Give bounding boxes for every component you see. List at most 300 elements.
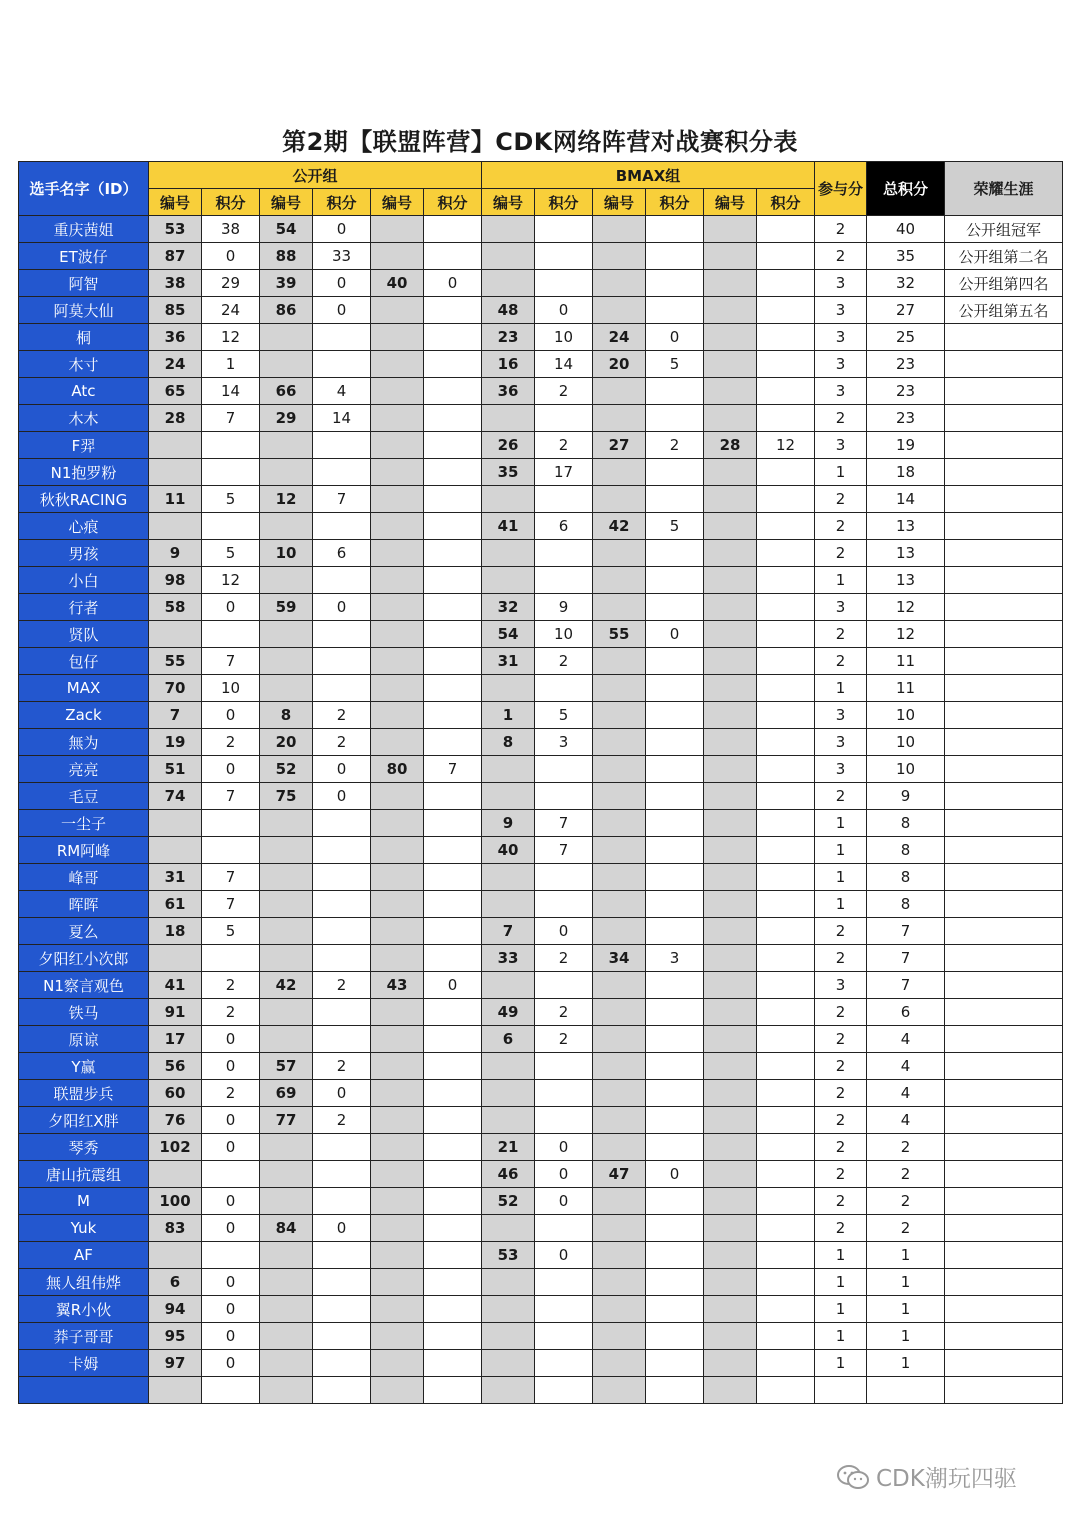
total-cell: 7 [867,972,945,999]
open-points-cell: 0 [202,1215,260,1242]
honor-cell [945,1269,1063,1296]
player-name: 包仔 [19,648,149,675]
open-points-cell: 0 [424,972,482,999]
open-number-cell: 77 [260,1107,313,1134]
bmax-number-cell: 27 [593,432,646,459]
total-cell: 8 [867,864,945,891]
bmax-number-cell: 33 [482,945,535,972]
honor-cell [945,1080,1063,1107]
open-points-cell [424,864,482,891]
table-row [19,1350,1063,1377]
bmax-points-cell [757,1053,815,1080]
bmax-points-cell [535,1053,593,1080]
bmax-points-cell [646,1296,704,1323]
bmax-number-cell [704,324,757,351]
bmax-points-cell: 6 [535,513,593,540]
bmax-number-cell [704,1242,757,1269]
open-points-cell: 2 [313,729,371,756]
participation-cell: 1 [815,1323,867,1350]
bmax-points-cell: 10 [535,324,593,351]
bmax-points-cell: 0 [535,1242,593,1269]
header-total: 总积分 [867,162,945,216]
open-points-cell [424,594,482,621]
player-name: N1抱罗粉 [19,459,149,486]
header-number: 编号 [149,189,202,216]
bmax-number-cell [482,1107,535,1134]
bmax-number-cell [482,972,535,999]
open-number-cell [371,297,424,324]
open-number-cell [371,621,424,648]
honor-cell [945,945,1063,972]
honor-cell [945,1107,1063,1134]
player-name: 心痕 [19,513,149,540]
open-points-cell: 2 [313,702,371,729]
open-number-cell [371,594,424,621]
player-name: 木寸 [19,351,149,378]
bmax-number-cell: 40 [482,837,535,864]
bmax-number-cell [482,486,535,513]
total-cell: 1 [867,1269,945,1296]
table-row [19,243,1063,270]
participation-cell: 2 [815,1188,867,1215]
open-number-cell: 29 [260,405,313,432]
open-points-cell [313,1242,371,1269]
bmax-number-cell [704,513,757,540]
bmax-number-cell [593,1242,646,1269]
total-cell: 12 [867,594,945,621]
open-points-cell: 0 [202,1107,260,1134]
table-row [19,378,1063,405]
player-name: M [19,1188,149,1215]
header-number: 编号 [371,189,424,216]
open-number-cell: 31 [149,864,202,891]
bmax-points-cell [535,1215,593,1242]
participation-cell: 1 [815,459,867,486]
bmax-points-cell [535,1269,593,1296]
honor-cell [945,918,1063,945]
bmax-points-cell [757,1107,815,1134]
open-points-cell: 10 [202,675,260,702]
bmax-number-cell [704,945,757,972]
bmax-number-cell [704,1107,757,1134]
bmax-points-cell [646,1080,704,1107]
total-cell: 1 [867,1323,945,1350]
header-points: 积分 [424,189,482,216]
honor-cell [945,999,1063,1026]
bmax-points-cell [757,486,815,513]
player-name: 原谅 [19,1026,149,1053]
open-number-cell: 65 [149,378,202,405]
table-row [19,675,1063,702]
participation-cell: 3 [815,324,867,351]
bmax-number-cell [593,1323,646,1350]
total-cell: 18 [867,459,945,486]
participation-cell: 3 [815,378,867,405]
honor-cell [945,459,1063,486]
open-points-cell [313,891,371,918]
header-number: 编号 [260,189,313,216]
player-name: 秋秋RACING [19,486,149,513]
bmax-points-cell [535,1323,593,1350]
bmax-points-cell [646,756,704,783]
open-points-cell [424,1053,482,1080]
honor-cell [945,756,1063,783]
open-points-cell: 0 [202,1323,260,1350]
table-row [19,729,1063,756]
participation-cell: 3 [815,351,867,378]
open-number-cell [260,351,313,378]
open-points-cell [424,837,482,864]
open-points-cell [424,1161,482,1188]
open-number-cell [260,837,313,864]
bmax-points-cell [757,567,815,594]
bmax-number-cell [593,837,646,864]
bmax-points-cell [535,972,593,999]
bmax-number-cell [482,756,535,783]
open-points-cell: 0 [313,1080,371,1107]
bmax-number-cell [482,864,535,891]
open-number-cell [260,513,313,540]
open-points-cell: 0 [202,594,260,621]
bmax-number-cell [704,378,757,405]
bmax-points-cell [757,621,815,648]
bmax-number-cell [704,243,757,270]
bmax-number-cell [704,1026,757,1053]
open-points-cell: 7 [202,864,260,891]
open-points-cell: 0 [202,1188,260,1215]
open-points-cell: 0 [313,594,371,621]
honor-cell [945,729,1063,756]
participation-cell: 2 [815,513,867,540]
table-row [19,1269,1063,1296]
open-points-cell [424,1377,482,1404]
player-name: 無为 [19,729,149,756]
bmax-points-cell [757,756,815,783]
open-points-cell [313,1269,371,1296]
player-name: 阿智 [19,270,149,297]
open-number-cell: 59 [260,594,313,621]
bmax-points-cell [646,567,704,594]
bmax-points-cell [646,1026,704,1053]
bmax-number-cell [482,675,535,702]
bmax-points-cell [646,999,704,1026]
bmax-points-cell [646,405,704,432]
table-row [19,351,1063,378]
total-cell: 4 [867,1053,945,1080]
open-points-cell: 2 [313,1107,371,1134]
bmax-points-cell [757,243,815,270]
table-row [19,216,1063,243]
bmax-points-cell [757,837,815,864]
bmax-number-cell [704,1215,757,1242]
open-points-cell [202,945,260,972]
bmax-points-cell [757,648,815,675]
header-open-group: 公开组 [149,162,482,189]
open-number-cell [149,432,202,459]
bmax-number-cell: 35 [482,459,535,486]
open-points-cell [313,1026,371,1053]
honor-cell: 公开组冠军 [945,216,1063,243]
table-row [19,1107,1063,1134]
open-number-cell [149,1161,202,1188]
honor-cell [945,1296,1063,1323]
open-points-cell: 0 [313,216,371,243]
bmax-number-cell: 28 [704,432,757,459]
open-number-cell: 75 [260,783,313,810]
open-points-cell: 2 [202,729,260,756]
bmax-number-cell [593,918,646,945]
open-points-cell [313,1296,371,1323]
open-number-cell [371,486,424,513]
open-points-cell: 0 [313,297,371,324]
open-points-cell [424,1296,482,1323]
bmax-points-cell [757,1242,815,1269]
player-name: 唐山抗震组 [19,1161,149,1188]
player-name: F羿 [19,432,149,459]
open-number-cell [260,1188,313,1215]
open-number-cell: 18 [149,918,202,945]
bmax-points-cell [757,918,815,945]
bmax-points-cell [757,1026,815,1053]
bmax-points-cell [646,783,704,810]
bmax-points-cell [757,459,815,486]
open-points-cell [202,432,260,459]
bmax-number-cell [593,783,646,810]
participation-cell: 3 [815,702,867,729]
total-cell: 13 [867,513,945,540]
open-number-cell: 94 [149,1296,202,1323]
bmax-number-cell [704,405,757,432]
table-row [19,702,1063,729]
open-points-cell: 5 [202,486,260,513]
bmax-points-cell: 12 [757,432,815,459]
open-points-cell: 0 [202,1269,260,1296]
open-number-cell [260,1296,313,1323]
header-points: 积分 [313,189,371,216]
open-number-cell [371,1296,424,1323]
total-cell: 10 [867,756,945,783]
player-name: Zack [19,702,149,729]
bmax-number-cell [704,1188,757,1215]
table-row [19,783,1063,810]
table-row [19,459,1063,486]
open-points-cell [313,675,371,702]
bmax-points-cell [646,1377,704,1404]
bmax-number-cell: 1 [482,702,535,729]
bmax-points-cell [757,1134,815,1161]
open-number-cell [371,324,424,351]
bmax-points-cell [646,378,704,405]
table-row [19,918,1063,945]
open-points-cell: 0 [313,783,371,810]
bmax-points-cell [757,1080,815,1107]
bmax-points-cell: 0 [535,1161,593,1188]
open-points-cell [424,729,482,756]
honor-cell [945,783,1063,810]
participation-cell: 2 [815,1215,867,1242]
open-number-cell: 43 [371,972,424,999]
header-points: 积分 [646,189,704,216]
bmax-number-cell: 54 [482,621,535,648]
participation-cell: 1 [815,1269,867,1296]
bmax-points-cell: 5 [646,351,704,378]
bmax-points-cell [646,918,704,945]
honor-cell [945,675,1063,702]
table-row [19,810,1063,837]
open-number-cell: 39 [260,270,313,297]
wechat-icon [836,1464,870,1490]
table-row [19,1080,1063,1107]
bmax-points-cell: 5 [646,513,704,540]
open-number-cell: 60 [149,1080,202,1107]
bmax-number-cell [704,216,757,243]
participation-cell: 3 [815,594,867,621]
open-points-cell [424,297,482,324]
header-number: 编号 [593,189,646,216]
open-points-cell: 2 [202,972,260,999]
open-number-cell: 66 [260,378,313,405]
bmax-points-cell [757,864,815,891]
open-points-cell [424,783,482,810]
open-number-cell: 41 [149,972,202,999]
open-points-cell: 7 [202,783,260,810]
open-number-cell: 8 [260,702,313,729]
player-name: 小白 [19,567,149,594]
open-points-cell [424,1026,482,1053]
bmax-number-cell [482,405,535,432]
player-name: 铁马 [19,999,149,1026]
player-name: 联盟步兵 [19,1080,149,1107]
honor-cell [945,1377,1063,1404]
open-number-cell: 54 [260,216,313,243]
open-points-cell: 5 [202,918,260,945]
bmax-points-cell [646,594,704,621]
total-cell: 9 [867,783,945,810]
open-points-cell: 0 [313,270,371,297]
open-number-cell: 95 [149,1323,202,1350]
bmax-points-cell [646,1053,704,1080]
participation-cell: 1 [815,675,867,702]
table-row [19,432,1063,459]
open-points-cell [424,486,482,513]
open-points-cell: 29 [202,270,260,297]
open-number-cell [260,648,313,675]
participation-cell: 2 [815,486,867,513]
open-points-cell: 0 [202,756,260,783]
player-name: 木木 [19,405,149,432]
table-row [19,648,1063,675]
open-number-cell [149,621,202,648]
bmax-points-cell [757,270,815,297]
open-points-cell [424,621,482,648]
honor-cell [945,405,1063,432]
bmax-points-cell [757,216,815,243]
open-points-cell [313,945,371,972]
open-number-cell: 83 [149,1215,202,1242]
open-points-cell [424,702,482,729]
total-cell: 8 [867,810,945,837]
open-number-cell [371,1134,424,1161]
open-number-cell [149,837,202,864]
bmax-number-cell [482,1053,535,1080]
open-points-cell: 6 [313,540,371,567]
participation-cell: 1 [815,864,867,891]
bmax-points-cell [535,675,593,702]
player-name: Y赢 [19,1053,149,1080]
participation-cell: 2 [815,540,867,567]
open-number-cell: 84 [260,1215,313,1242]
open-number-cell [371,945,424,972]
bmax-number-cell [593,1026,646,1053]
open-number-cell [149,810,202,837]
open-points-cell [424,1107,482,1134]
bmax-number-cell [593,1269,646,1296]
open-number-cell [371,783,424,810]
open-points-cell [313,1134,371,1161]
open-points-cell [313,567,371,594]
bmax-points-cell [757,702,815,729]
bmax-number-cell: 24 [593,324,646,351]
participation-cell: 2 [815,1080,867,1107]
total-cell: 2 [867,1215,945,1242]
table-row [19,891,1063,918]
bmax-number-cell [704,918,757,945]
bmax-number-cell [482,567,535,594]
bmax-number-cell: 47 [593,1161,646,1188]
bmax-points-cell: 3 [535,729,593,756]
open-points-cell [424,1080,482,1107]
bmax-points-cell [757,972,815,999]
bmax-number-cell [593,1215,646,1242]
bmax-number-cell [482,1350,535,1377]
bmax-number-cell [593,567,646,594]
open-number-cell [371,918,424,945]
bmax-points-cell: 0 [535,1134,593,1161]
table-row [19,1188,1063,1215]
bmax-number-cell [704,1350,757,1377]
total-cell: 1 [867,1242,945,1269]
bmax-number-cell [593,1377,646,1404]
bmax-points-cell: 9 [535,594,593,621]
bmax-points-cell [757,1188,815,1215]
participation-cell [815,1377,867,1404]
bmax-number-cell [482,1377,535,1404]
open-number-cell [149,459,202,486]
bmax-points-cell [646,1215,704,1242]
open-number-cell: 28 [149,405,202,432]
header-points: 积分 [202,189,260,216]
open-number-cell [371,702,424,729]
bmax-number-cell [593,216,646,243]
open-number-cell [260,1134,313,1161]
header-points: 积分 [535,189,593,216]
open-points-cell [202,1161,260,1188]
open-points-cell [313,324,371,351]
honor-cell [945,810,1063,837]
bmax-number-cell [482,540,535,567]
participation-cell: 2 [815,648,867,675]
bmax-number-cell: 48 [482,297,535,324]
open-number-cell: 69 [260,1080,313,1107]
bmax-points-cell [757,729,815,756]
bmax-points-cell [535,891,593,918]
participation-cell: 3 [815,297,867,324]
open-number-cell [371,1188,424,1215]
total-cell: 14 [867,486,945,513]
open-points-cell [313,1161,371,1188]
open-number-cell [371,1161,424,1188]
bmax-points-cell [535,216,593,243]
